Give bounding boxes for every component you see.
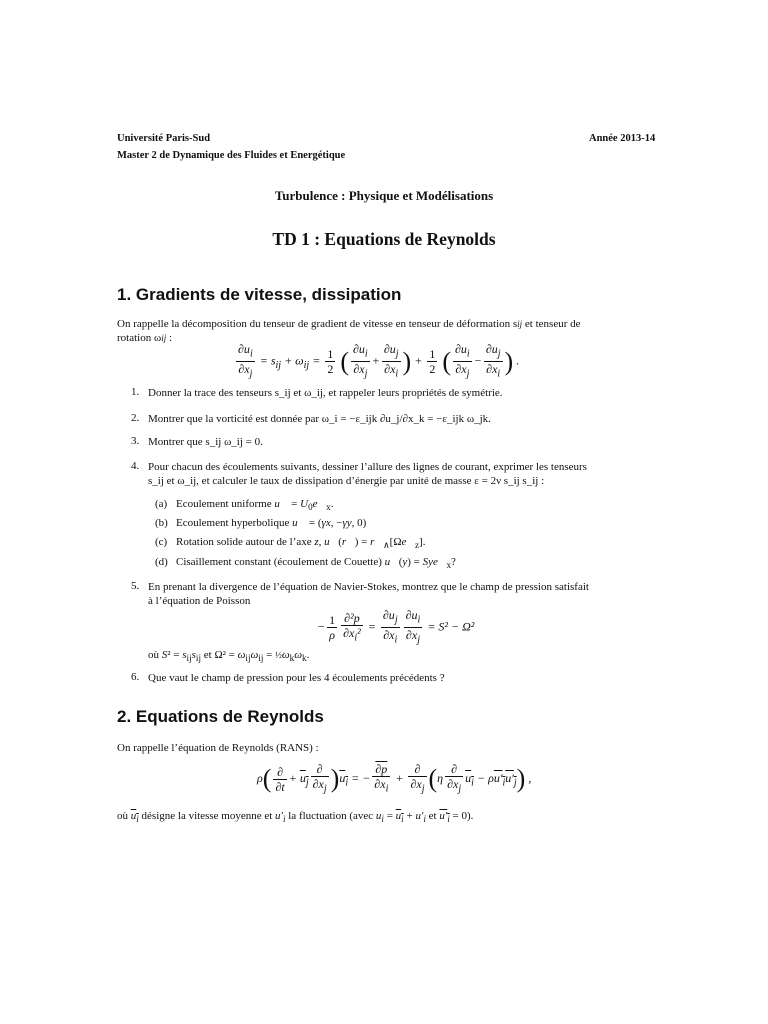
subitem-label: (b): [155, 517, 168, 529]
university-name: Université Paris-Sud: [117, 133, 211, 144]
subitem-b: Ecoulement hyperbolique u⃗ = (γx, −γy, 0): [176, 517, 367, 529]
subitem-label: (c): [155, 536, 168, 548]
section-2-intro: On rappelle l’équation de Reynolds (RANS) :: [117, 742, 319, 754]
gradient-decomposition-equation: $\frac{\partial u_i}{\partial x_j}$ = $s_{ij} + \omega_{ij}$ = $\frac{1}{2}$ ( $\frac{\partial u_i}{\partial x_j}$ + $\frac{\partial u_j}{\partial x_i}$ ) + $\frac{1}{2}$ ( $\frac{\partial u_i}{\partial x_j}$ − $\frac{\partial u_j}{\partial x_i}$ ) .: [238, 342, 520, 380]
subitem-d: Cisaillement constant (écoulement de Couette) u⃗(y) = $Sye⃗_x$?: [176, 556, 456, 571]
item-4-text: Pour chacun des écoulements suivants, dessiner l’allure des lignes de courant, exprimer les tenseurs s_ij et ω_ij, et calculer le taux de dissipation d’énergie par unité de masse ε = 2ν s_ij s_ij :: [148, 461, 587, 487]
item-6-text: Que vaut le champ de pression pour les 4 écoulements précédents ?: [148, 672, 445, 684]
subitem-c: Rotation solide autour de l’axe z, u⃗(r⃗) = $r⃗_\wedge[\Omega e⃗_z]$.: [176, 536, 426, 551]
rans-definitions: où $u_i$ désigne la vitesse moyenne et $u'_i$ la fluctuation (avec $u_i = u_i + u'_i$ et $u'_i = 0$).: [117, 810, 474, 825]
poisson-definitions: où $S^2 = s_{ij}s_{ij}$ et $\Omega^2 = \omega_{ij}\omega_{ij}$ = $\frac{1}{2}\omega_k\omega_k$.: [148, 649, 310, 664]
section-2-title: 2. Equations de Reynolds: [117, 707, 324, 726]
item-number: 3.: [131, 435, 140, 447]
subitem-label: (a): [155, 498, 168, 510]
course-title: Turbulence : Physique et Modélisations: [274, 188, 494, 203]
subitem-a: Ecoulement uniforme u⃗ = $U_0e⃗_x$.: [176, 498, 334, 513]
item-3-text: Montrer que s_ij ω_ij = 0.: [148, 436, 263, 448]
item-2-text: Montrer que la vorticité est donnée par ω_i = −ε_ijk ∂u_j/∂x_k = −ε_ijk ω_jk.: [148, 413, 491, 425]
section-1-intro: On rappelle la décomposition du tenseur de gradient de vitesse en tenseur de déformation sij et tenseur de rotation ωij :: [117, 318, 581, 344]
item-5-text: En prenant la divergence de l’équation de Navier-Stokes, montrez que le champ de pression satisfait à l’équation de Poisson: [148, 581, 589, 607]
subitem-label: (d): [155, 556, 168, 568]
item-number: 1.: [131, 386, 140, 398]
section-1-title: 1. Gradients de vitesse, dissipation: [117, 285, 402, 304]
poisson-equation: − $\frac{1}{\rho}$ $\frac{\text{∂²p}}{\partial x_i^2}$ = $\frac{\partial u_j}{\partial x_i}$ $\frac{\partial u_i}{\partial x_j}$ = S² − Ω²: [317, 608, 475, 646]
program-name: Master 2 de Dynamique des Fluides et Energétique: [117, 150, 346, 161]
item-number: 6.: [131, 671, 140, 683]
item-number: 4.: [131, 460, 140, 472]
academic-year: Année 2013-14: [589, 133, 656, 144]
td-title: TD 1 : Equations de Reynolds: [272, 229, 496, 249]
rans-equation: ρ( $\frac{\partial}{\partial t}$ + $u_j$ $\frac{\partial}{\partial x_j}$ )$u_i$ = − $\frac{\partial p}{\partial x_i}$ + $\frac{\partial}{\partial x_j}$ (η $\frac{\partial}{\partial x_j}$ $u_i - \rho u'_iu'_j$) ,: [257, 762, 532, 795]
item-1-text: Donner la trace des tenseurs s_ij et ω_ij, et rappeler leurs propriétés de symétrie.: [148, 387, 503, 399]
item-number: 5.: [131, 580, 140, 592]
item-number: 2.: [131, 412, 140, 424]
